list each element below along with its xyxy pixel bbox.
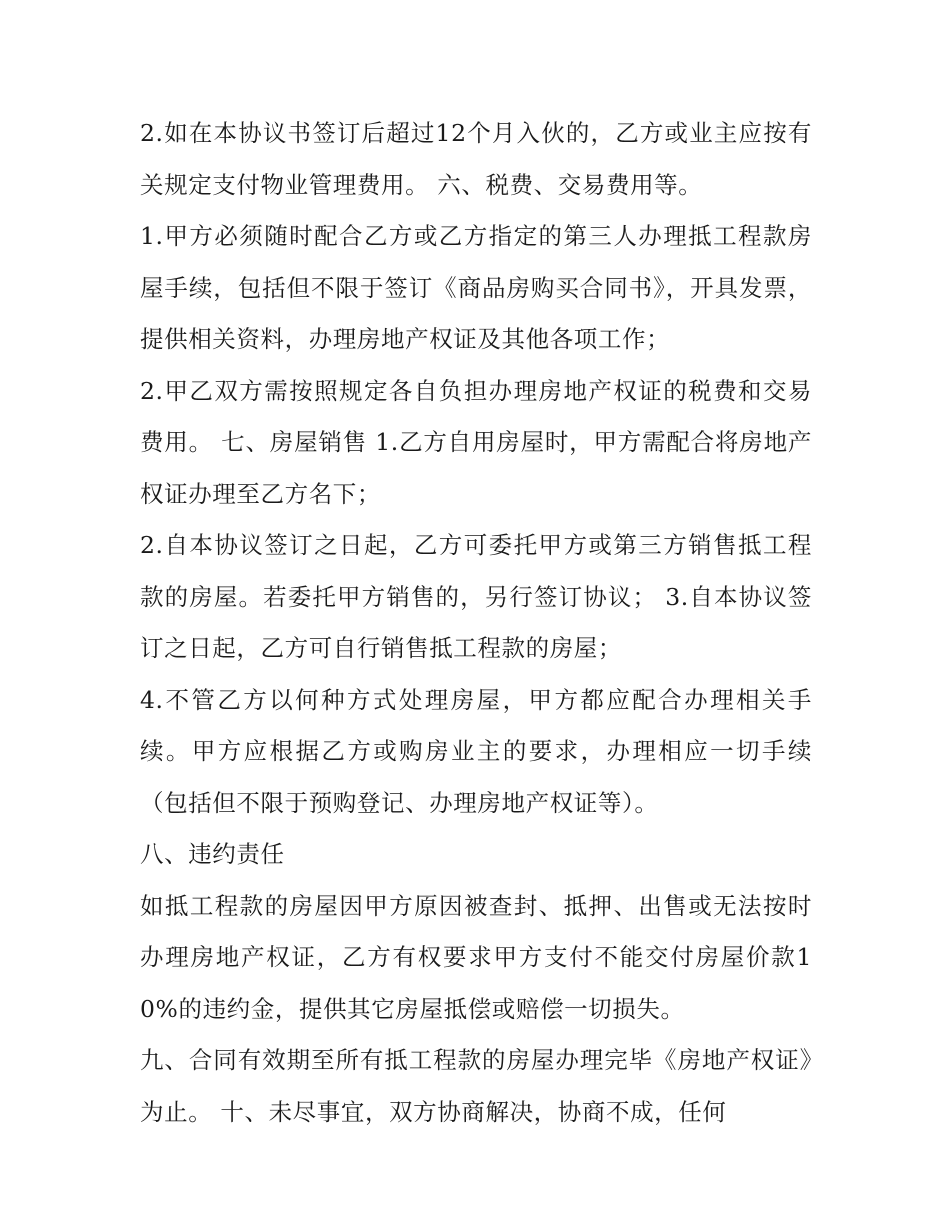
paragraph-taxes-and-house-sale: 2.甲乙双方需按照规定各自负担办理房地产权证的税费和交易费用。 七、房屋销售 1.乙方自用房屋时，甲方需配合将房地产权证办理至乙方名下； <box>140 376 812 508</box>
paragraph-contract-term: 九、合同有效期至所有抵工程款的房屋办理完毕《房地产权证》为止。 十、未尽事宜，双方协商解决，协商不成，任何 <box>140 1046 812 1126</box>
paragraph-property-fee: 2.如在本协议书签订后超过12个月入伙的，乙方或业主应按有关规定支付物业管理费用。 六、税费、交易费用等。 <box>140 119 812 199</box>
paragraph-breach-penalty: 如抵工程款的房屋因甲方原因被查封、抵押、出售或无法按时办理房地产权证，乙方有权要求甲方支付不能交付房屋价款10%的违约金，提供其它房屋抵偿或赔偿一切损失。 <box>140 891 812 1023</box>
paragraph-party-a-cooperation: 1.甲方必须随时配合乙方或乙方指定的第三人办理抵工程款房屋手续，包括但不限于签订《商品房购买合同书》，开具发票，提供相关资料，办理房地产权证及其他各项工作； <box>140 222 812 353</box>
paragraph-handling-procedures: 4.不管乙方以何种方式处理房屋，甲方都应配合办理相关手续。甲方应根据乙方或购房业主的要求，办理相应一切手续（包括但不限于预购登记、办理房地产权证等）。 <box>140 685 812 817</box>
document-body <box>140 108 812 1138</box>
section-heading-breach-liability: 八、违约责任 <box>140 840 285 868</box>
paragraph-sale-delegation: 2.自本协议签订之日起，乙方可委托甲方或第三方销售抵工程款的房屋。若委托甲方销售的，另行签订协议； 3.自本协议签订之日起，乙方可自行销售抵工程款的房屋； <box>140 531 812 662</box>
